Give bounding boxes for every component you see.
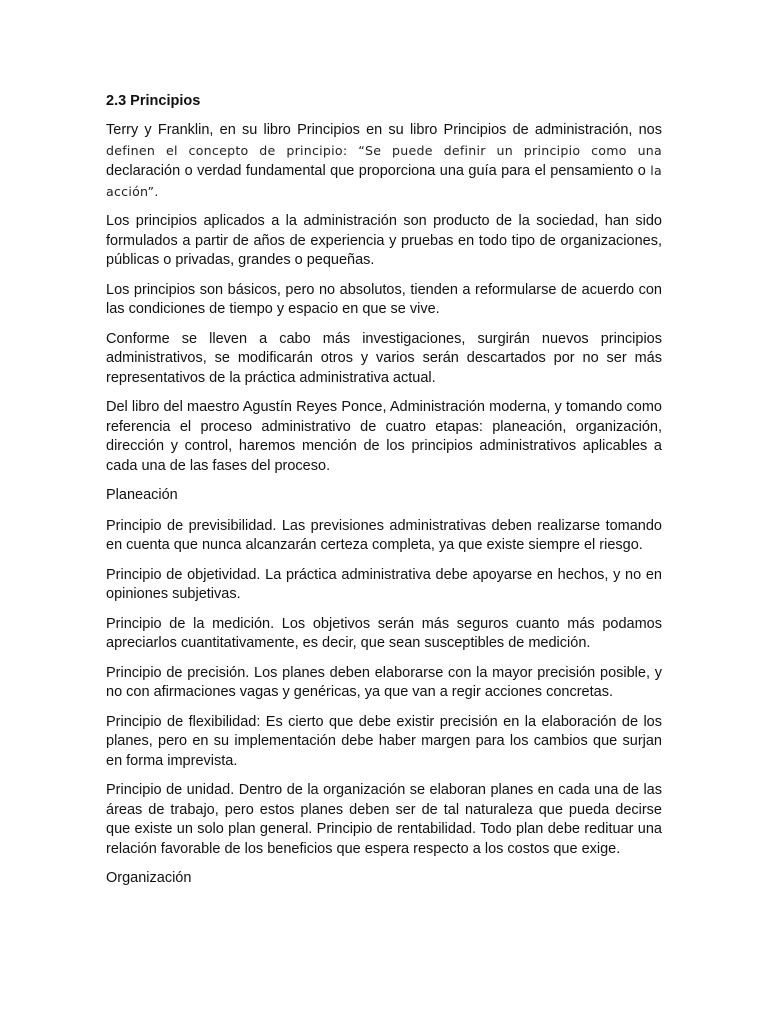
paragraph-principios-basicos: Los principios son básicos, pero no absolutos, tienden a reformularse de acuerdo con las condiciones de tiempo y espacio en que se vive. [106, 281, 662, 317]
intro-quote-end: la acción”. [106, 163, 663, 199]
paragraph-objetividad: Principio de objetividad. La práctica administrativa debe apoyarse en hechos, y no en opiniones subjetivas. [106, 566, 662, 602]
paragraph-precision: Principio de precisión. Los planes deben elaborarse con la mayor precisión posible, y no con afirmaciones vagas y genéricas, ya que van a regir acciones concretas. [106, 664, 662, 700]
paragraph-flexibilidad: Principio de flexibilidad: Es cierto que debe existir precisión en la elaboración de los planes, pero en su implementación debe haber margen para los cambios que surjan en forma imprevista. [106, 713, 662, 769]
paragraph-unidad: Principio de unidad. Dentro de la organización se elaboran planes en cada una de las áreas de trabajo, pero estos planes deben ser de tal naturaleza que pueda decirse que existe un solo plan general. Principio de rentabilidad. Todo plan debe redituar una relación favorable de los beneficios que espera respecto a los costos que exige. [106, 782, 662, 857]
paragraph-medicion: Principio de la medición. Los objetivos serán más seguros cuanto más podamos apreciarlos cuantitativamente, es decir, que sean susceptibles de medición. [106, 615, 662, 651]
section-heading: 2.3 Principios [106, 93, 201, 109]
paragraph-principios-sociedad: Los principios aplicados a la administración son producto de la sociedad, han sido formulados a partir de años de experiencia y pruebas en todo tipo de organizaciones, públicas o privadas, grandes o pequeñas. [106, 213, 662, 268]
paragraph-previsibilidad: Principio de previsibilidad. Las previsiones administrativas deben realizarse tomando en cuenta que nunca alcanzarán certeza completa, ya que existe siempre el riesgo. [106, 517, 662, 553]
subsection-organizacion: Organización [106, 870, 192, 886]
intro-text-line-1: Terry y Franklin, en su libro Principios en su libro Principios de administración, nos [106, 122, 662, 138]
intro-paragraph [106, 121, 662, 202]
intro-quote-start: definen el concepto de principio: “Se puede definir un principio como una [106, 142, 662, 158]
paragraph-reyes-ponce: Del libro del maestro Agustín Reyes Ponce, Administración moderna, y tomando como referencia el proceso administrativo de cuatro etapas: planeación, organización, dirección y control, haremos mención de los principios administrativos aplicables a cada una de las fases del proceso. [106, 399, 662, 474]
document-page [106, 92, 662, 900]
subsection-planeacion: Planeación [106, 487, 178, 503]
intro-quote-middle: declaración o verdad fundamental que proporciona una guía para el pensamiento o [106, 163, 646, 179]
paragraph-investigaciones: Conforme se lleven a cabo más investigaciones, surgirán nuevos principios administrativos, se modificarán otros y varios serán descartados por no ser más representativos de la práctica administrativa actual. [106, 330, 662, 386]
